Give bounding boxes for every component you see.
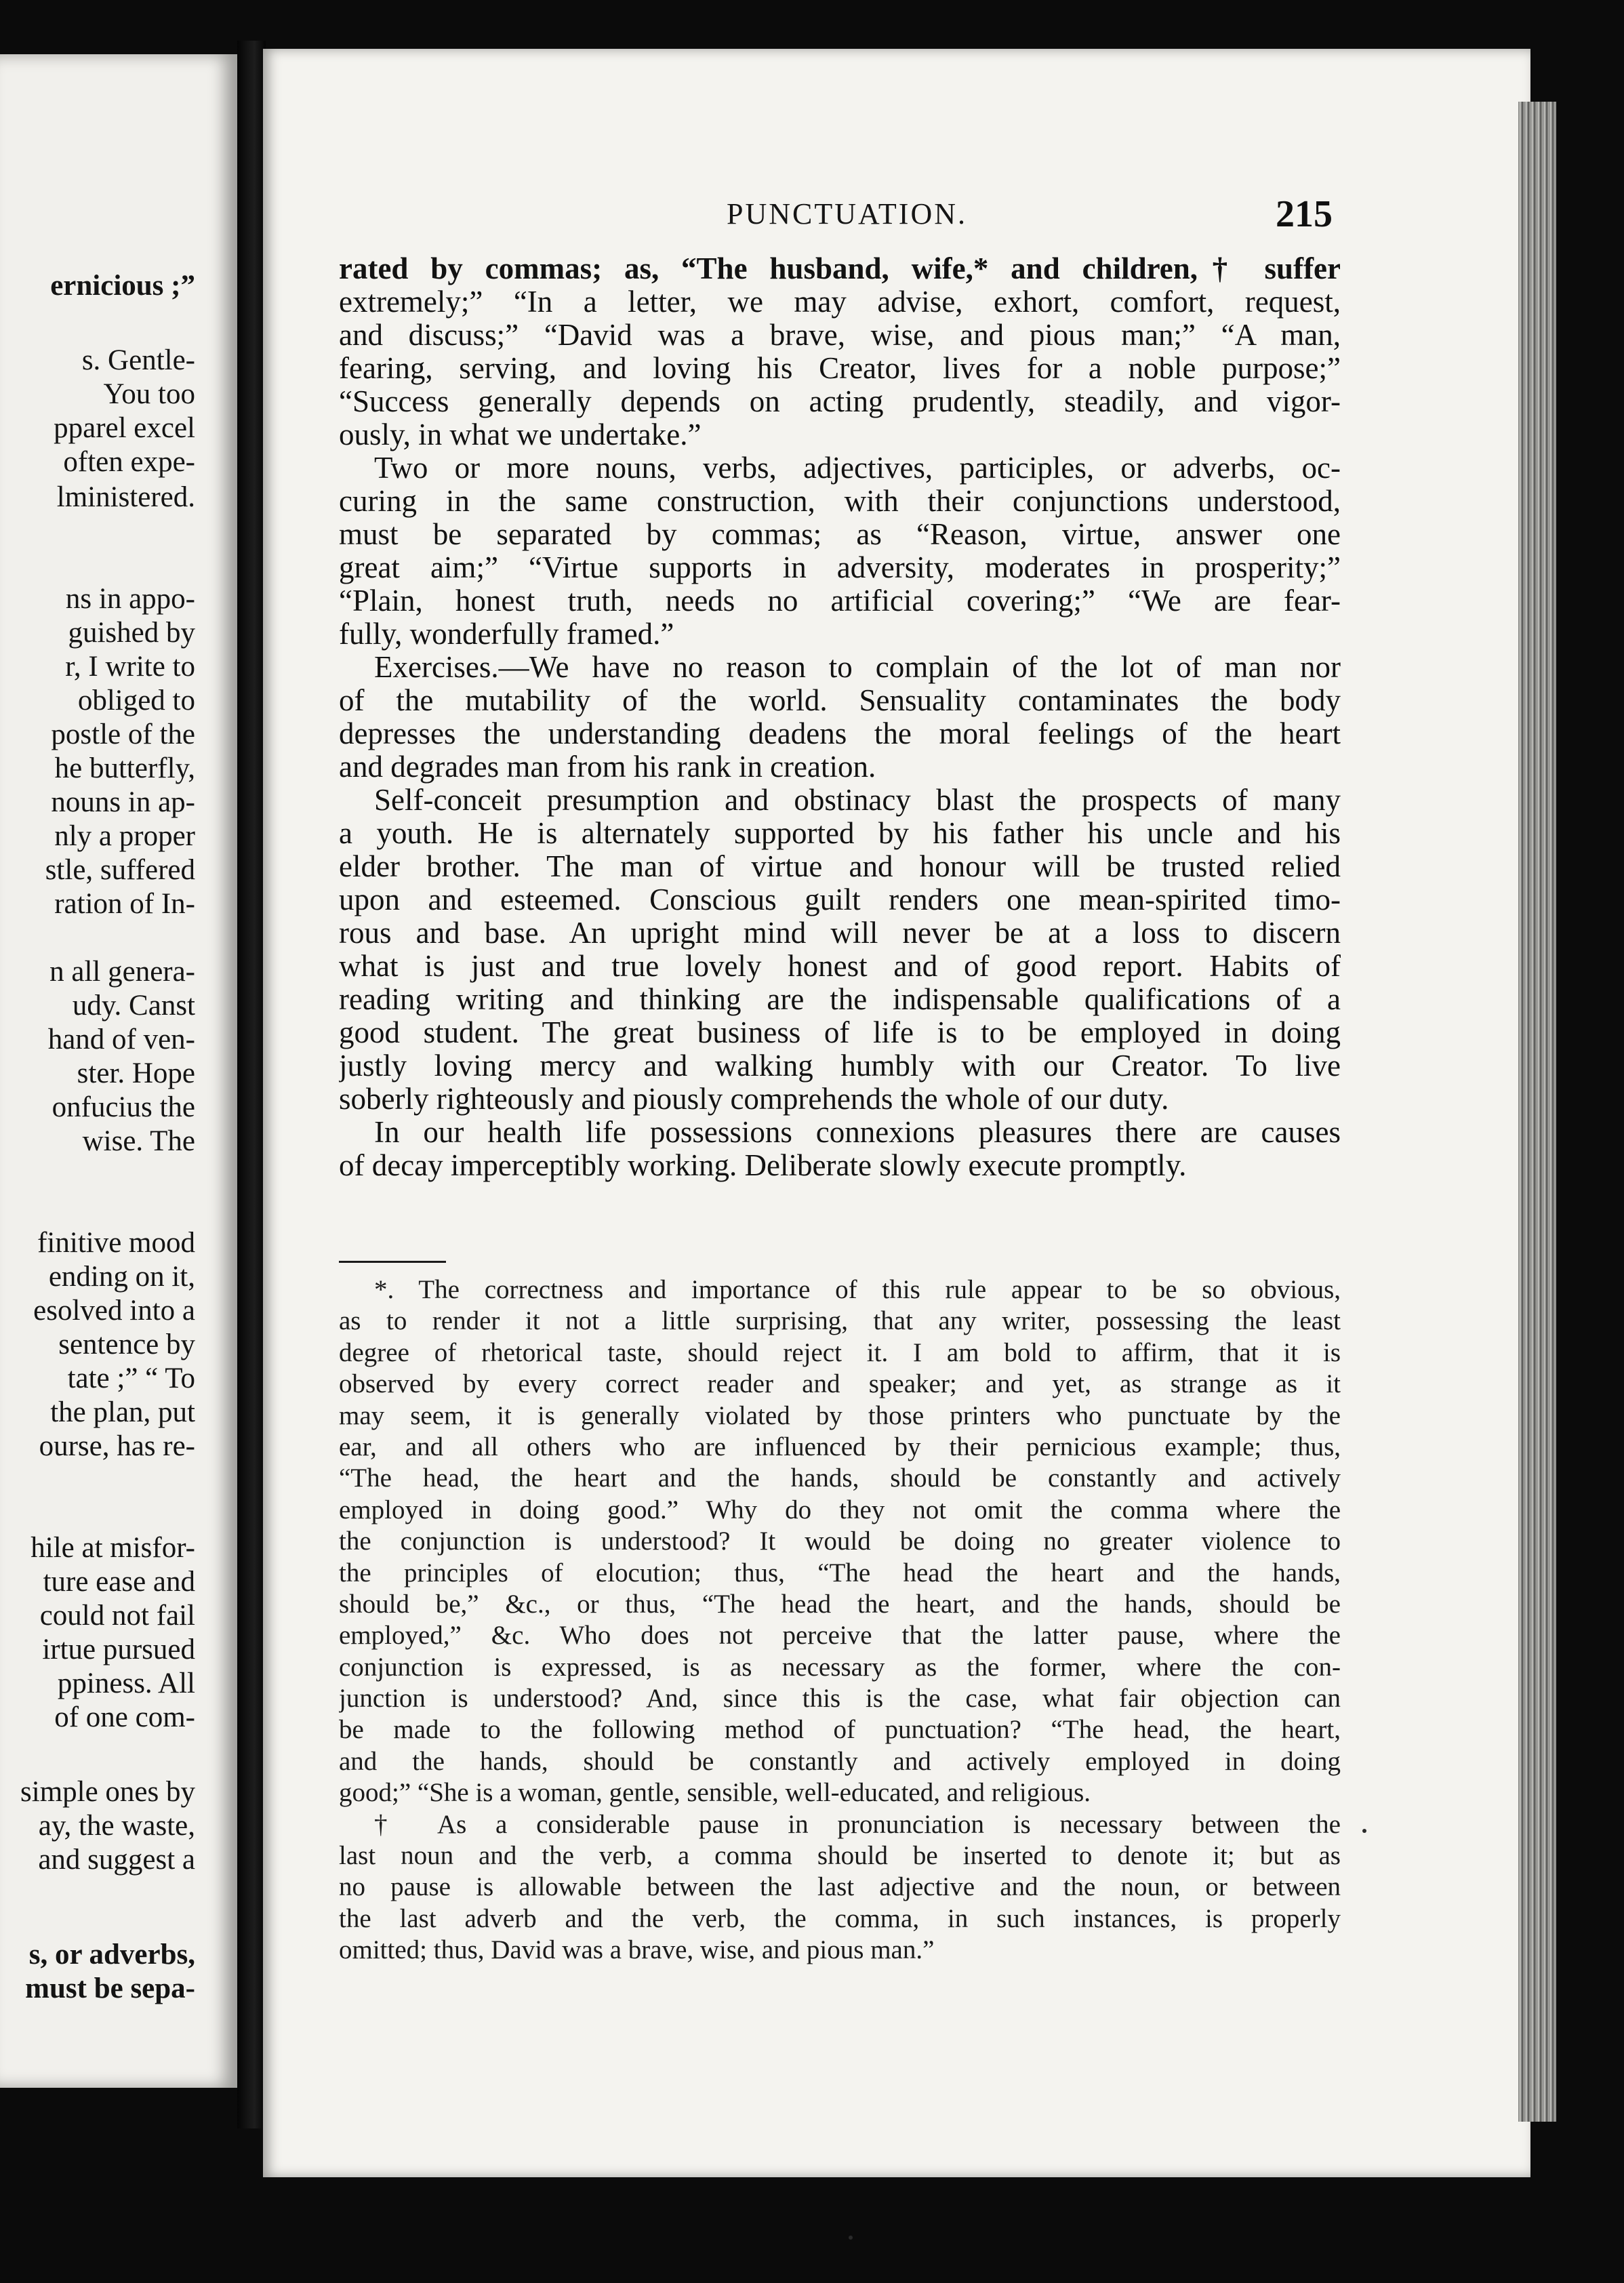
left-page-line: onfucius the xyxy=(52,1091,195,1123)
left-page-line: nly a proper xyxy=(54,820,195,852)
left-page-line: postle of the xyxy=(51,719,195,750)
footnote-line: junction is understood? And, since this is the case, what fair objection can xyxy=(339,1684,1341,1714)
left-page-line: finitive mood xyxy=(37,1227,195,1259)
left-page-line: simple ones by xyxy=(20,1776,195,1808)
body-text-line: a youth. He is alternately supported by his father his uncle and his xyxy=(339,817,1341,850)
body-text-line: great aim;” “Virtue supports in adversity, moderates in prosperity;” xyxy=(339,551,1341,584)
footnote-line: no pause is allowable between the last adjective and the noun, or between xyxy=(339,1872,1341,1902)
footnote-line: be made to the following method of punctuation? “The head, the heart, xyxy=(339,1715,1341,1745)
left-page-line: s. Gentle- xyxy=(81,344,195,376)
body-text-line: and degrades man from his rank in creation. xyxy=(339,750,876,784)
body-text-line: “Plain, honest truth, needs no artificial covering;” “We are fear- xyxy=(339,584,1341,618)
left-page-line: n all genera- xyxy=(49,956,195,988)
body-text-line: fearing, serving, and loving his Creator, lives for a noble purpose;” xyxy=(339,352,1341,385)
left-page-line: he butterfly, xyxy=(54,752,195,784)
body-text-line: justly loving mercy and walking humbly with our Creator. To live xyxy=(339,1049,1341,1083)
footnote-line: the principles of elocution; thus, “The head the heart and the hands, xyxy=(339,1558,1341,1588)
left-page-line: ns in appo- xyxy=(65,583,195,615)
body-text-line: soberly righteously and piously comprehends the whole of our duty. xyxy=(339,1083,1169,1116)
footnote-line: last noun and the verb, a comma should be inserted to denote it; but as xyxy=(339,1841,1341,1871)
print-speck xyxy=(849,2236,853,2240)
left-page-line: ppiness. All xyxy=(57,1668,195,1699)
body-text-line: good student. The great business of life is to be employed in doing xyxy=(339,1016,1341,1049)
footnote-line: “The head, the heart and the hands, should be constantly and actively xyxy=(339,1463,1341,1493)
left-page-line: nouns in ap- xyxy=(51,786,195,818)
left-page-line: ourse, has re- xyxy=(39,1430,195,1462)
left-page-line: often expe- xyxy=(63,446,195,478)
footnote-line: good;” “She is a woman, gentle, sensible, well-educated, and religious. xyxy=(339,1778,1091,1808)
footnote-line: and the hands, should be constantly and actively employed in doing xyxy=(339,1746,1341,1776)
body-text xyxy=(339,252,1341,1182)
left-page-line: r, I write to xyxy=(65,651,195,683)
left-page-line: lministered. xyxy=(56,481,195,513)
left-page-line: s, or adverbs, xyxy=(28,1939,195,1971)
body-text-line: Self-conceit presumption and obstinacy blast the prospects of many xyxy=(374,784,1341,817)
body-text-line: curing in the same construction, with their conjunctions understood, xyxy=(339,485,1341,518)
running-head: PUNCTUATION. xyxy=(727,197,967,230)
footnote-line: observed by every correct reader and speaker; and yet, as strange as it xyxy=(339,1369,1341,1399)
body-text-line: “Success generally depends on acting prudently, steadily, and vigor- xyxy=(339,385,1341,418)
left-page-line: of one com- xyxy=(54,1701,195,1733)
left-page-line: the plan, put xyxy=(50,1396,195,1428)
body-text-line: of decay imperceptibly working. Deliberate slowly execute promptly. xyxy=(339,1149,1187,1182)
footnote-line: † As a considerable pause in pronunciation is necessary between the xyxy=(374,1809,1341,1839)
left-facing-page xyxy=(0,54,237,2088)
footnote-line: employed,” &c. Who does not perceive that the latter pause, where the xyxy=(339,1621,1341,1651)
body-text-line: what is just and true lovely honest and of good report. Habits of xyxy=(339,950,1341,983)
body-text-line: of the mutability of the world. Sensuality contaminates the body xyxy=(339,684,1341,717)
body-text-line: and discuss;” “David was a brave, wise, and pious man;” “A man, xyxy=(339,319,1341,352)
footnote-line: ear, and all others who are influenced by their pernicious example; thus, xyxy=(339,1432,1341,1461)
left-page-line: guished by xyxy=(68,617,195,649)
left-page-line: sentence by xyxy=(58,1329,195,1360)
body-text-line: ously, in what we undertake.” xyxy=(339,418,702,451)
body-text-line: Exercises.—We have no reason to complain of the lot of man nor xyxy=(374,651,1341,684)
left-page-line: could not fail xyxy=(39,1600,195,1632)
footnote-line: should be,” &c., or thus, “The head the heart, and the hands, should be xyxy=(339,1589,1341,1619)
left-page-line: udy. Canst xyxy=(72,990,195,1022)
left-page-line: must be sepa- xyxy=(25,1973,195,2004)
left-page-line: irtue pursued xyxy=(42,1634,195,1665)
left-page-line: ay, the waste, xyxy=(38,1810,195,1842)
body-text-line: extremely;” “In a letter, we may advise, exhort, comfort, request, xyxy=(339,285,1341,319)
left-page-line: You too xyxy=(103,378,195,410)
footnotes xyxy=(339,1274,1341,1966)
footnote-line: may seem, it is generally violated by those printers who punctuate by the xyxy=(339,1400,1341,1430)
body-text-line: In our health life possessions connexions pleasures there are causes xyxy=(374,1116,1341,1149)
body-text-line: Two or more nouns, verbs, adjectives, participles, or adverbs, oc- xyxy=(374,451,1341,485)
left-page-line: ration of In- xyxy=(54,888,195,920)
body-text-line: depresses the understanding deadens the moral feelings of the heart xyxy=(339,717,1341,750)
left-page-line: ture ease and xyxy=(43,1566,195,1598)
left-page-line: wise. The xyxy=(82,1125,195,1157)
body-text-line: rous and base. An upright mind will never be at a loss to discern xyxy=(339,916,1341,950)
left-page-line: hand of ven- xyxy=(47,1024,195,1055)
footnote-line: *. The correctness and importance of this rule appear to be so obvious, xyxy=(374,1275,1341,1304)
page-edges xyxy=(1518,102,1556,2122)
left-page-line: obliged to xyxy=(77,685,195,716)
left-page-line: tate ;” “ To xyxy=(67,1362,195,1394)
left-page-line: stle, suffered xyxy=(45,854,195,886)
body-text-line: elder brother. The man of virtue and honour will be trusted relied xyxy=(339,850,1341,883)
left-page-line: ernicious ;” xyxy=(50,270,195,302)
footnote-line: as to render it not a little surprising, that any writer, possessing the least xyxy=(339,1306,1341,1336)
body-text-line: fully, wonderfully framed.” xyxy=(339,618,674,651)
left-page-line: esolved into a xyxy=(33,1295,195,1327)
left-page-line: and suggest a xyxy=(38,1844,195,1876)
body-text-line: rated by commas; as, “The husband, wife,* and children,† suffer xyxy=(339,252,1341,285)
footnote-line: the conjunction is understood? It would be doing no greater violence to xyxy=(339,1527,1341,1556)
footnote-rule xyxy=(339,1261,446,1263)
left-page-line: pparel excel xyxy=(54,412,195,444)
footnote-line: employed in doing good.” Why do they not omit the comma where the xyxy=(339,1495,1341,1524)
left-page-line: ending on it, xyxy=(48,1261,195,1293)
footnote-line: the last adverb and the verb, the comma, in such instances, is properly xyxy=(339,1903,1341,1933)
print-speck xyxy=(1362,1829,1366,1833)
left-page-line: hile at misfor- xyxy=(31,1532,195,1564)
footnote-line: omitted; thus, David was a brave, wise, and pious man.” xyxy=(339,1935,935,1965)
body-text-line: upon and esteemed. Conscious guilt renders one mean-spirited timo- xyxy=(339,883,1341,916)
page-number: 215 xyxy=(1276,193,1333,235)
body-text-line: must be separated by commas; as “Reason, virtue, answer one xyxy=(339,518,1341,551)
footnote-line: degree of rhetorical taste, should reject it. I am bold to affirm, that it is xyxy=(339,1337,1341,1367)
body-text-line: reading writing and thinking are the indispensable qualifications of a xyxy=(339,983,1341,1016)
left-page-line: ster. Hope xyxy=(77,1057,195,1089)
book-gutter xyxy=(237,41,266,2128)
footnote-line: conjunction is expressed, is as necessary as the former, where the con- xyxy=(339,1652,1341,1682)
